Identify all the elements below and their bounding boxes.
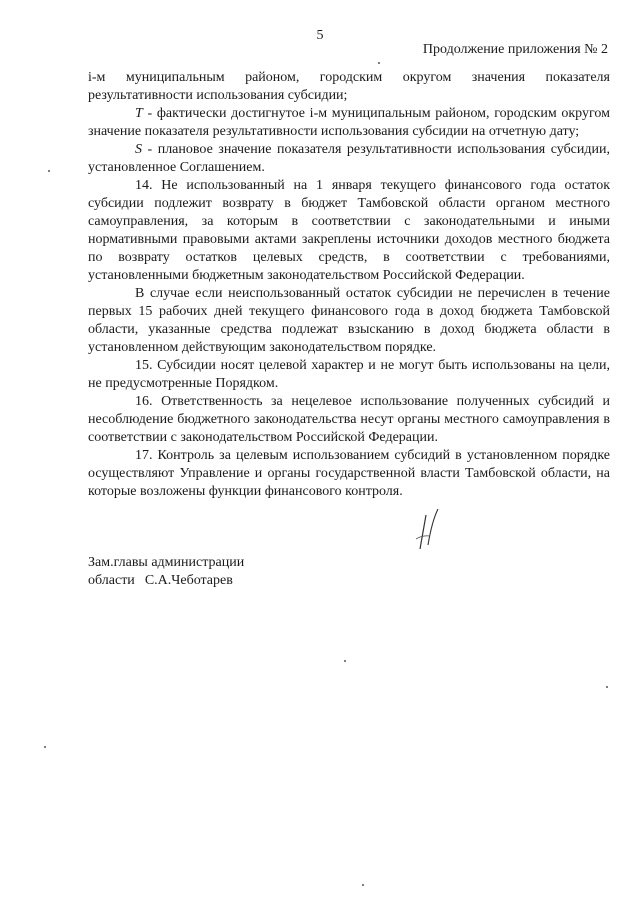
variable-s: S	[135, 142, 142, 157]
scan-speck	[48, 170, 50, 172]
paragraph-item-15: 15. Субсидии носят целевой характер и не могут быть использованы на цели, не предусмотренные Порядком.	[88, 358, 610, 391]
variable-t-definition: - фактически достигнутое i-м муниципальным районом, городским округом значение показателя результативности использования субсидии на отчетную дату;	[88, 106, 610, 139]
signer-region-line	[88, 572, 244, 590]
variable-s-definition: - плановое значение показателя результативности использования субсидии, установленное Соглашением.	[88, 142, 610, 175]
scan-speck	[44, 746, 46, 748]
paragraph-item-16: 16. Ответственность за нецелевое использование полученных субсидий и несоблюдение бюджетного законодательства несут органы местного самоуправления в соответствии с законодательством Российской Федерации.	[88, 394, 610, 445]
signer-region: области	[88, 573, 135, 588]
document-body	[88, 69, 610, 501]
paragraph-item-14: 14. Не использованный на 1 января текущего финансового года остаток субсидии подлежит возврату в бюджет Тамбовской области органом местного самоуправления, за которым в соответствии с законодательными и иными нормативными правовыми актами закреплены источники доходов местного бюджета по возврату остатков целевых средств, в соответствии с требованиями, установленными бюджетным законодательством Российской Федерации.	[88, 178, 610, 283]
signature-block	[88, 554, 244, 590]
scan-speck	[362, 884, 364, 886]
paragraph-item-17: 17. Контроль за целевым использованием субсидий в установленном порядке осуществляют Управление и органы государственной власти Тамбовской области, на которые возложены функции финансового контроля.	[88, 448, 610, 499]
scan-speck	[378, 62, 380, 64]
scan-speck	[606, 686, 608, 688]
initials-mark	[412, 505, 446, 553]
paragraph-variable-t	[88, 105, 610, 141]
paragraph-unspent-balance: В случае если неиспользованный остаток субсидии не перечислен в течение первых 15 рабочих дней текущего финансового года в доход бюджета Тамбовской области, указанные средства подлежат взысканию в доход бюджета области в установленном действующим законодательством порядке.	[88, 286, 610, 355]
signer-position: Зам.главы администрации	[88, 555, 245, 570]
variable-t: T	[135, 106, 143, 121]
page-number: 5	[316, 28, 324, 43]
appendix-continuation-note: Продолжение приложения № 2	[422, 42, 608, 57]
signer-name: С.А.Чеботарев	[144, 573, 233, 588]
scan-speck	[344, 660, 346, 662]
paragraph-formula-definition-end: i-м муниципальным районом, городским округом значения показателя результативности использования субсидии;	[88, 70, 610, 103]
paragraph-variable-s	[88, 141, 610, 177]
